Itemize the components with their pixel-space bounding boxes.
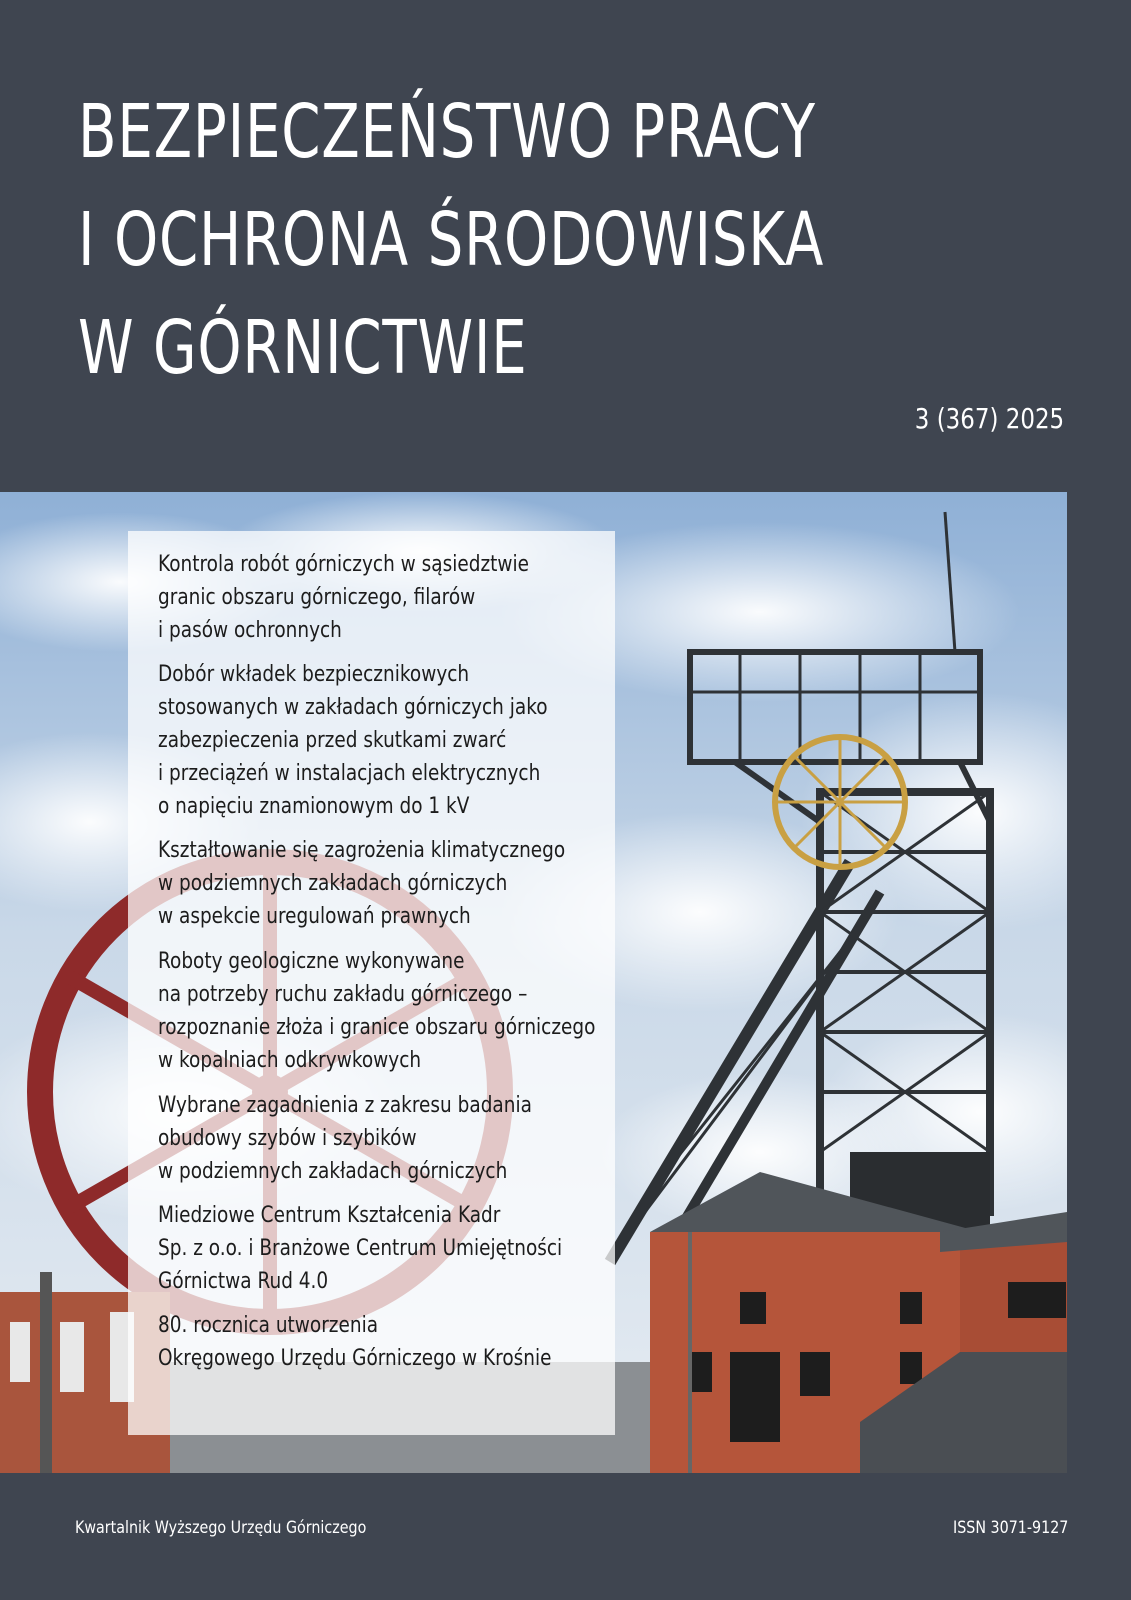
toc-line: obudowy szybów i szybików (158, 1126, 417, 1151)
toc-line: i pasów ochronnych (158, 618, 342, 643)
toc-line: o napięciu znamionowym do 1 kV (158, 794, 470, 819)
toc-line: Kontrola robót górniczych w sąsiedztwie (158, 552, 530, 577)
toc-item-5[interactable] (158, 1089, 532, 1188)
toc-line: zabezpieczenia przed skutkami zwarć (158, 728, 507, 753)
toc-line: 80. rocznica utworzenia (158, 1313, 379, 1338)
toc-line: stosowanych w zakładach górniczych jako (158, 695, 548, 720)
journal-title (78, 78, 824, 402)
toc-item-1[interactable] (158, 548, 529, 647)
publisher-label: Kwartalnik Wyższego Urzędu Górniczego (75, 1518, 367, 1538)
toc-line: i przeciążeń w instalacjach elektrycznych (158, 761, 541, 786)
toc-item-3[interactable] (158, 834, 565, 933)
toc-line: Roboty geologiczne wykonywane (158, 949, 465, 974)
issn-label: ISSN 3071-9127 (952, 1518, 1068, 1538)
toc-line: Wybrane zagadnienia z zakresu badania (158, 1093, 532, 1118)
toc-line: Dobór wkładek bezpiecznikowych (158, 662, 470, 687)
toc-item-2[interactable] (158, 658, 548, 823)
toc-line: Okręgowego Urzędu Górniczego w Krośnie (158, 1346, 552, 1371)
toc-line: w kopalniach odkrywkowych (158, 1048, 422, 1073)
toc-item-6[interactable] (158, 1199, 562, 1298)
issue-number: 3 (367) 2025 (914, 402, 1064, 435)
title-line-2: I OCHRONA ŚRODOWISKA (78, 197, 825, 283)
toc-line: Górnictwa Rud 4.0 (158, 1269, 329, 1294)
toc-line: Miedziowe Centrum Kształcenia Kadr (158, 1203, 501, 1228)
title-line-1: BEZPIECZEŃSTWO PRACY (78, 89, 816, 175)
toc-line: Sp. z o.o. i Branżowe Centrum Umiejętności (158, 1236, 563, 1261)
toc-line: w podziemnych zakładach górniczych (158, 1159, 508, 1184)
toc-line: na potrzeby ruchu zakładu górniczego – (158, 982, 528, 1007)
table-of-contents (128, 531, 615, 1435)
toc-line: Kształtowanie się zagrożenia klimatycznego (158, 838, 566, 863)
toc-item-4[interactable] (158, 945, 595, 1077)
toc-line: granic obszaru górniczego, filarów (158, 585, 476, 610)
toc-line: rozpoznanie złoża i granice obszaru górniczego (158, 1015, 596, 1040)
title-line-3: W GÓRNICTWIE (78, 305, 528, 391)
pulley-wheel (775, 737, 905, 867)
toc-line: w podziemnych zakładach górniczych (158, 871, 508, 896)
toc-item-7[interactable] (158, 1309, 552, 1375)
toc-line: w aspekcie uregulowań prawnych (158, 904, 471, 929)
